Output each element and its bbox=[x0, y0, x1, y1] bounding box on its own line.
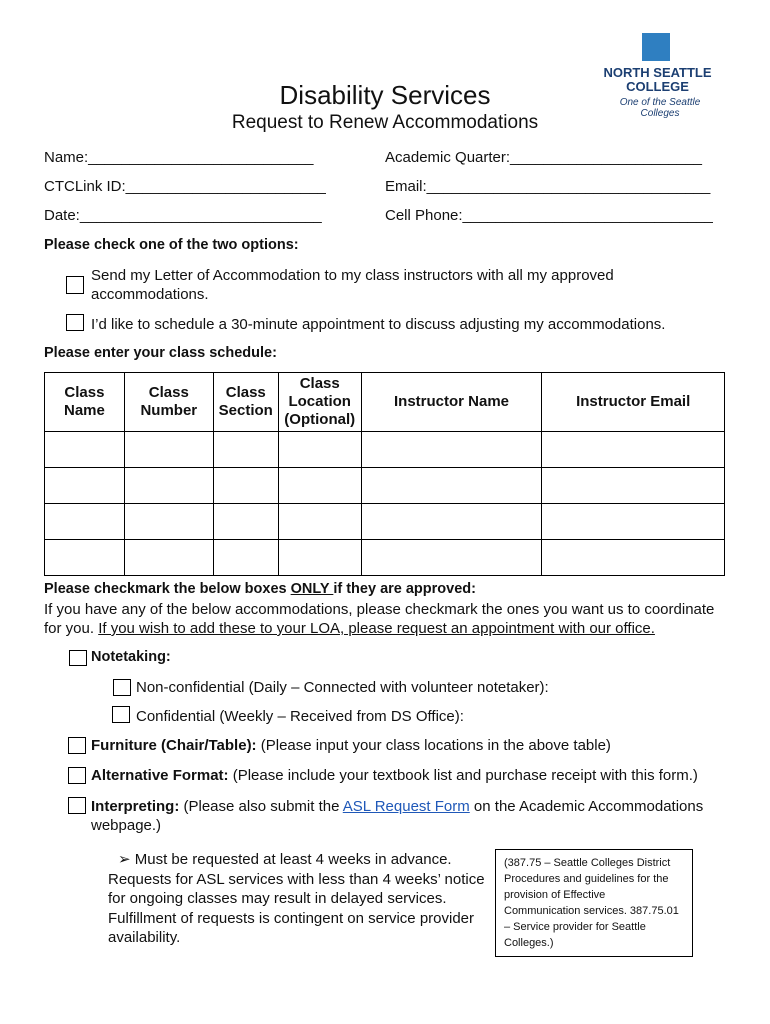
schedule-header-row bbox=[45, 373, 725, 432]
table-cell[interactable] bbox=[542, 540, 725, 576]
furniture-label-text: (Please input your class locations in the above table) bbox=[256, 737, 611, 754]
option-appointment-label: I’d like to schedule a 30-minute appointment to discuss adjusting my accommodations. bbox=[91, 316, 666, 333]
approved-intro-underlined: If you wish to add these to your LOA, please request an appointment with our office. bbox=[98, 620, 655, 637]
approved-heading-pre: Please checkmark the below boxes bbox=[44, 581, 291, 597]
confidential-label: Confidential (Weekly – Received from DS Office): bbox=[136, 708, 464, 725]
schedule-heading: Please enter your class schedule: bbox=[44, 345, 277, 361]
table-cell[interactable] bbox=[213, 540, 278, 576]
table-cell[interactable] bbox=[124, 468, 213, 504]
table-cell[interactable] bbox=[45, 504, 125, 540]
furniture-label bbox=[91, 737, 611, 754]
option-send-letter-label: Send my Letter of Accommodation to my class instructors with all my approved accommodations. bbox=[91, 267, 614, 303]
table-row bbox=[45, 540, 725, 576]
table-cell[interactable] bbox=[278, 432, 361, 468]
interpreting-pre: (Please also submit the bbox=[179, 798, 343, 815]
asl-note-line1: Must be requested at least 4 weeks in advance. bbox=[130, 851, 452, 868]
class-schedule-table bbox=[44, 372, 725, 576]
interpreting-label-bold: Interpreting: bbox=[91, 798, 180, 815]
table-cell[interactable] bbox=[213, 468, 278, 504]
table-cell[interactable] bbox=[361, 468, 542, 504]
logo-line-1: NORTH SEATTLE bbox=[603, 65, 712, 80]
table-cell[interactable] bbox=[45, 432, 125, 468]
table-cell[interactable] bbox=[361, 504, 542, 540]
page-title: Disability Services bbox=[279, 80, 491, 110]
approved-heading-only: ONLY bbox=[290, 581, 334, 597]
table-cell[interactable] bbox=[213, 504, 278, 540]
table-cell[interactable] bbox=[124, 504, 213, 540]
option-appointment-checkbox[interactable] bbox=[66, 314, 84, 331]
email-field[interactable]: Email:__________________________________ bbox=[385, 178, 711, 195]
logo-tagline: One of the Seattle Colleges bbox=[619, 97, 701, 119]
table-cell[interactable] bbox=[361, 432, 542, 468]
name-field[interactable]: Name:___________________________ bbox=[44, 149, 314, 166]
approved-heading bbox=[44, 581, 476, 597]
table-cell[interactable] bbox=[542, 468, 725, 504]
logo-line-2: COLLEGE bbox=[626, 79, 689, 94]
table-cell[interactable] bbox=[278, 504, 361, 540]
alternative-format-label bbox=[91, 767, 698, 784]
furniture-checkbox[interactable] bbox=[68, 737, 86, 754]
option-send-letter-checkbox[interactable] bbox=[66, 276, 84, 294]
table-cell[interactable] bbox=[45, 540, 125, 576]
approved-heading-post: if they are approved: bbox=[333, 581, 476, 597]
interpreting-label bbox=[91, 797, 721, 835]
column-header: Class Number bbox=[124, 373, 213, 432]
options-heading: Please check one of the two options: bbox=[44, 237, 299, 253]
date-field[interactable]: Date:_____________________________ bbox=[44, 207, 322, 224]
academic-quarter-field[interactable]: Academic Quarter:_______________________ bbox=[385, 149, 702, 166]
asl-request-form-link[interactable]: ASL Request Form bbox=[342, 798, 470, 815]
table-row bbox=[45, 432, 725, 468]
alternative-format-checkbox[interactable] bbox=[68, 767, 86, 784]
column-header: Instructor Name bbox=[361, 373, 542, 432]
nonconfidential-label: Non-confidential (Daily – Connected with volunteer notetaker): bbox=[136, 679, 549, 696]
table-row bbox=[45, 504, 725, 540]
interpreting-checkbox[interactable] bbox=[68, 797, 86, 814]
table-cell[interactable] bbox=[278, 468, 361, 504]
page-subtitle: Request to Renew Accommodations bbox=[231, 112, 539, 133]
table-cell[interactable] bbox=[213, 432, 278, 468]
table-cell[interactable] bbox=[361, 540, 542, 576]
confidential-checkbox[interactable] bbox=[112, 706, 130, 723]
table-cell[interactable] bbox=[124, 540, 213, 576]
furniture-label-bold: Furniture (Chair/Table): bbox=[91, 737, 257, 754]
column-header: Class Section bbox=[213, 373, 278, 432]
table-cell[interactable] bbox=[124, 432, 213, 468]
asl-note-rest: Requests for ASL services with less than 4 weeks’ notice for ongoing classes may result in delayed services. Fulfillment of requests is contingent on service provider availability. bbox=[108, 870, 485, 946]
nonconfidential-checkbox[interactable] bbox=[113, 679, 131, 696]
table-cell[interactable] bbox=[542, 432, 725, 468]
asl-requirements-note bbox=[108, 850, 488, 948]
interpreting-post: on the Academic Accommodations webpage.) bbox=[91, 798, 704, 834]
ctclink-id-field[interactable]: CTCLink ID:________________________ bbox=[44, 178, 326, 195]
college-logo-icon bbox=[642, 33, 670, 61]
arrow-bullet-icon: ➢ bbox=[118, 851, 131, 868]
table-cell[interactable] bbox=[278, 540, 361, 576]
notetaking-checkbox[interactable] bbox=[69, 650, 87, 666]
column-header: Class Location (Optional) bbox=[278, 373, 361, 432]
cell-phone-field[interactable]: Cell Phone:______________________________ bbox=[385, 207, 713, 224]
table-cell[interactable] bbox=[542, 504, 725, 540]
notetaking-label: Notetaking: bbox=[91, 649, 171, 665]
approved-intro bbox=[44, 600, 734, 638]
policy-reference-box: (387.75 – Seattle Colleges District Procedures and guidelines for the provision of Effective Communication services. 387.75.01 – Service provider for Seattle Colleges.) bbox=[495, 849, 693, 957]
column-header: Instructor Email bbox=[542, 373, 725, 432]
table-row bbox=[45, 468, 725, 504]
table-cell[interactable] bbox=[45, 468, 125, 504]
column-header: Class Name bbox=[45, 373, 125, 432]
alternative-format-label-text: (Please include your textbook list and purchase receipt with this form.) bbox=[228, 767, 698, 784]
approved-intro-text: If you have any of the below accommodations, please checkmark the ones you want us to coordinate for you. bbox=[44, 601, 715, 637]
alternative-format-label-bold: Alternative Format: bbox=[91, 767, 229, 784]
